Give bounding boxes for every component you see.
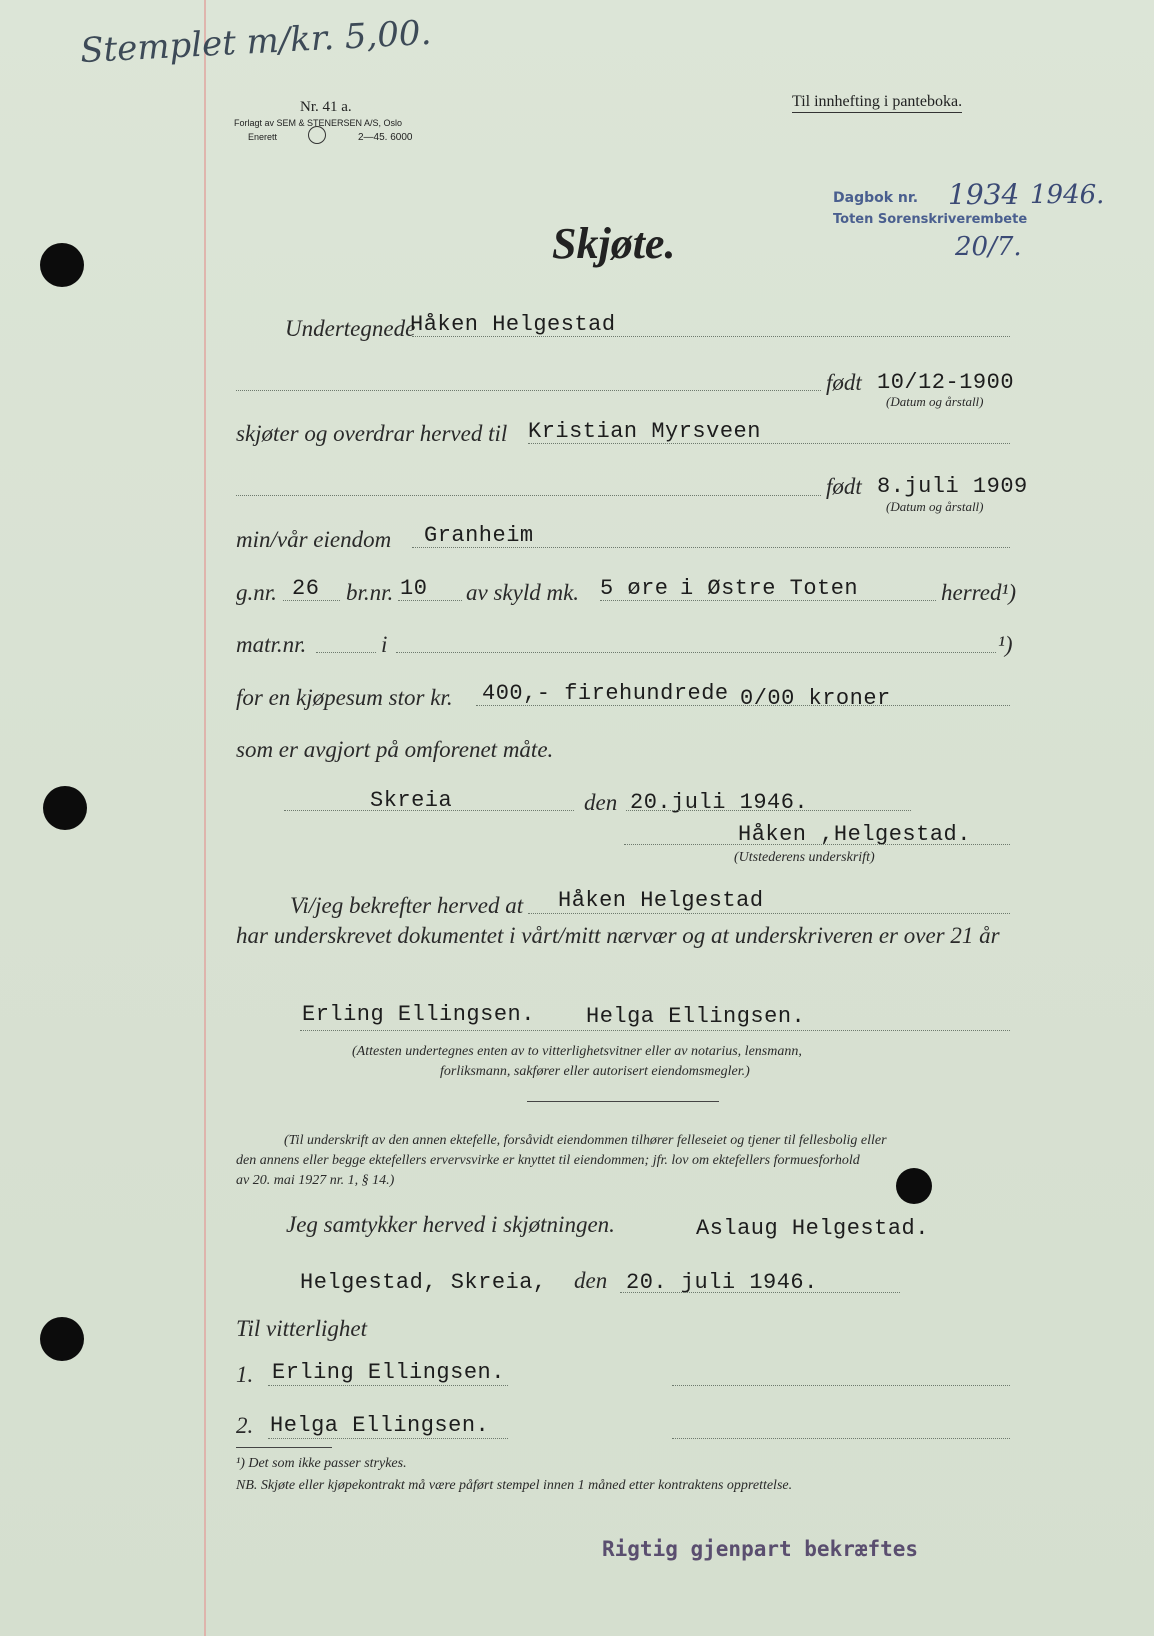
undertegnede-value: Håken Helgestad	[410, 312, 616, 337]
fodt2-label: født	[826, 474, 862, 499]
signature-line	[624, 844, 1010, 845]
punch-hole-middle	[43, 786, 87, 830]
signature-value: Håken ,Helgestad.	[738, 822, 971, 847]
attest-witness-2: Helga Ellingsen.	[586, 1004, 806, 1029]
fodt2-value: 8.juli 1909	[877, 474, 1028, 499]
vitterlighet-number-2: 2.	[236, 1413, 254, 1438]
herred-label: herred¹)	[941, 580, 1017, 605]
handwritten-stamp-note: Stemplet m/kr. 5,00.	[79, 12, 433, 72]
matr-footnote: ¹)	[998, 632, 1013, 657]
punch-hole-bottom	[40, 1317, 84, 1361]
vitterlighet-label: Til vitterlighet	[236, 1316, 367, 1341]
publisher-line: Forlagt av SEM & STENERSEN A/S, Oslo	[234, 118, 403, 128]
form-number: Nr. 41 a.	[300, 99, 352, 115]
signature-caption: (Utstederens underskrift)	[734, 850, 875, 865]
dagbok-stamp-label: Dagbok nr.	[833, 190, 919, 206]
fodt1-leader-line	[236, 390, 821, 391]
gnr-value: 26	[292, 576, 320, 601]
undertegnede-label: Undertegnede	[285, 316, 416, 341]
kjopesum-line	[476, 705, 1010, 706]
attest-note-1: (Attesten undertegnes enten av to vitterlighetsvitner eller av notarius, lensmann,	[352, 1044, 802, 1059]
vitterlighet-number-1: 1.	[236, 1362, 254, 1387]
skjoter-label: skjøter og overdrar herved til	[236, 421, 508, 446]
consent-text: Jeg samtykker herved i skjøtningen.	[286, 1212, 615, 1237]
eiendom-line	[412, 547, 1010, 548]
gnr-line	[283, 600, 340, 601]
fodt2-leader-line	[236, 495, 821, 496]
skjoter-value: Kristian Myrsveen	[528, 419, 761, 444]
spouse-note-1: (Til underskrift av den annen ektefelle, forsåvidt eiendommen tilhører felleseiet og tjener til fellesbolig eller	[284, 1133, 887, 1148]
attest-label: Vi/jeg bekrefter herved at	[290, 893, 524, 918]
footnote-1: ¹) Det som ikke passer strykes.	[236, 1456, 407, 1471]
dagbok-year: 1946.	[1030, 180, 1105, 210]
skjoter-line	[528, 443, 1010, 444]
ink-blot	[896, 1168, 932, 1204]
publisher-enerett: Enerett	[248, 132, 278, 142]
spouse-note-2: den annens eller begge ektefellers ervervsvirke er knyttet til eiendommen; jfr. lov om ektefellers formuesforhold	[236, 1153, 860, 1168]
fodt1-value: 10/12-1900	[877, 370, 1015, 395]
fodt1-label: født	[826, 370, 862, 395]
date-line	[626, 810, 911, 811]
fodt1-caption: (Datum og årstall)	[886, 394, 984, 409]
attest-text: har underskrevet dokumentet i vårt/mitt nærvær og at underskriveren er over 21 år	[236, 923, 1000, 948]
gnr-label: g.nr.	[236, 580, 277, 605]
eiendom-value: Granheim	[424, 523, 534, 548]
dagbok-number: 1934	[948, 178, 1020, 211]
attest-note-2: forliksmann, sakfører eller autorisert eiendomsmegler.)	[440, 1064, 750, 1079]
punch-hole-top	[40, 243, 84, 287]
panteboka-label: Til innhefting i panteboka.	[792, 93, 962, 113]
vitterlighet-line-1b	[672, 1385, 1010, 1386]
brnr-value: 10	[400, 576, 428, 601]
dagbok-date: 20/7.	[955, 232, 1022, 262]
matr-line	[316, 652, 376, 653]
bottom-stamp: Rigtig gjenpart bekræftes	[602, 1537, 919, 1561]
kjopesum-label: for en kjøpesum stor kr.	[236, 685, 453, 710]
brnr-label: br.nr.	[346, 580, 394, 605]
vitterlighet-witness-1: Erling Ellingsen.	[272, 1360, 505, 1385]
skyld-value: 5 øre	[600, 576, 669, 601]
place-value: Skreia	[370, 788, 453, 813]
kjopesum-value: 400,- firehundrede	[482, 681, 729, 706]
matr-kommune-line	[396, 652, 996, 653]
herred-line	[600, 600, 936, 601]
publisher-logo-icon	[308, 126, 326, 144]
vitterlighet-witness-2: Helga Ellingsen.	[270, 1413, 490, 1438]
document-title: Skjøte.	[552, 219, 676, 268]
consent-place: Helgestad, Skreia,	[300, 1270, 547, 1295]
publisher-code: 2—45. 6000	[358, 132, 413, 143]
matr-label: matr.nr.	[236, 632, 307, 657]
consent-den-label: den	[574, 1268, 608, 1293]
avgjort-text: som er avgjort på omforenet måte.	[236, 737, 554, 762]
skyld-label: av skyld mk.	[466, 580, 580, 605]
attest-value: Håken Helgestad	[558, 888, 764, 913]
vitterlighet-line-1a	[268, 1385, 508, 1386]
fodt2-caption: (Datum og årstall)	[886, 499, 984, 514]
attest-line	[528, 913, 1010, 914]
consent-date: 20. juli 1946.	[626, 1270, 818, 1295]
vitterlighet-line-2b	[672, 1438, 1010, 1439]
herred-value: i Østre Toten	[680, 576, 859, 601]
footnote-divider	[236, 1447, 332, 1448]
kjopesum-tail: 0/00 kroner	[740, 686, 891, 711]
matr-i: i	[381, 632, 388, 657]
attest-witness-1: Erling Ellingsen.	[302, 1002, 535, 1027]
den-label: den	[584, 790, 618, 815]
spouse-note-3: av 20. mai 1927 nr. 1, § 14.)	[236, 1173, 395, 1188]
margin-rule	[204, 0, 206, 1636]
undertegnede-line	[412, 336, 1010, 337]
date-value: 20.juli 1946.	[630, 790, 809, 815]
consent-date-line	[620, 1292, 900, 1293]
dagbok-office: Toten Sorenskriverembete	[833, 212, 1028, 227]
vitterlighet-line-2a	[268, 1438, 508, 1439]
footnote-2: NB. Skjøte eller kjøpekontrakt må være påført stempel innen 1 måned etter kontraktens opprettelse.	[236, 1478, 793, 1493]
attest-witness-line	[300, 1030, 1010, 1031]
section-divider	[527, 1101, 719, 1102]
consent-signature: Aslaug Helgestad.	[696, 1216, 929, 1241]
eiendom-label: min/vår eiendom	[236, 527, 392, 552]
brnr-line	[398, 600, 462, 601]
